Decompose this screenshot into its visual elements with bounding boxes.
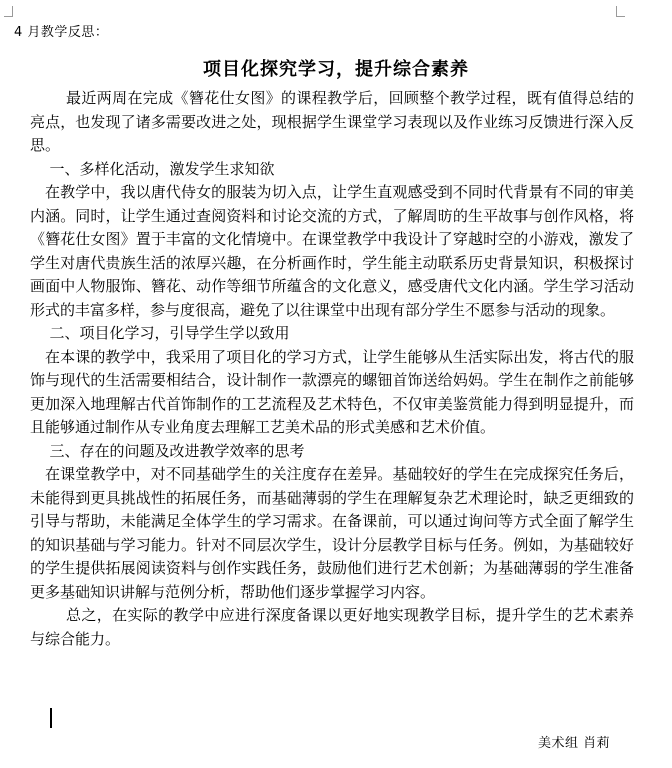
intro-paragraph: 最近两周在完成《簪花仕女图》的课程教学后，回顾整个教学过程，既有值得总结的亮点，也发现了诸多需要改进之处，现根据学生课堂学习表现以及作业练习反馈进行深入反思。 [30, 89, 634, 154]
document-title: 项目化探究学习，提升综合素养 [203, 59, 469, 80]
text-cursor [50, 708, 52, 728]
margin-corner-top-left [4, 6, 13, 17]
conclusion-paragraph: 总之，在实际的教学中应进行深度备课以更好地实现教学目标，提升学生的艺术素养与综合能力。 [30, 606, 634, 648]
section-1-heading: 一、多样化活动，激发学生求知欲 [49, 159, 275, 178]
section-3-body: 在课堂教学中，对不同基础学生的关注度存在差异。基础较好的学生在完成探究任务后，未能得到更具挑战性的拓展任务，而基础薄弱的学生在理解复杂艺术理论时，缺乏更细致的引导与帮助，未能满足全体学生的学习需求。在备课前，可以通过询问等方式全面了解学生的知识基础与学习能力。针对不同层次学生，设计分层教学目标与任务。例如，为基础较好的学生提供拓展阅读资料与创作实践任务，鼓励他们进行艺术创新；为基础薄弱的学生准备更多基础知识讲解与范例分析，帮助他们逐步掌握学习内容。 [30, 465, 634, 601]
margin-corner-top-right [616, 6, 625, 17]
section-2-heading: 二、项目化学习，引导学生学以致用 [49, 324, 290, 342]
section-2-body: 在本课的教学中，我采用了项目化的学习方式，让学生能够从生活实际出发，将古代的服饰与现代的生活需要相结合，设计制作一款漂亮的螺钿首饰送给妈妈。学生在制作之前能够更加深入地理解古代首饰制作的工艺流程及艺术特色，不仅审美鉴赏能力得到明显提升，而且能够通过制作从专业角度去理解工艺美术品的形式美感和艺术价值。 [30, 347, 634, 436]
header-note: 4 月教学反思： [14, 25, 109, 40]
signature: 美术组 肖莉 [538, 736, 611, 751]
section-3-heading: 三、存在的问题及改进教学效率的思考 [49, 441, 305, 460]
document-body[interactable] [30, 87, 634, 651]
section-1-body: 在教学中，我以唐代侍女的服装为切入点，让学生直观感受到不同时代背景有不同的审美内涵。同时，让学生通过查阅资料和讨论交流的方式，了解周昉的生平故事与创作风格，将《簪花仕女图》置于丰富的文化情境中。在课堂教学中我设计了穿越时空的小游戏，激发了学生对唐代贵族生活的浓厚兴趣，在分析画作时，学生能主动联系历史背景知识，积极探讨画面中人物服饰、簪花、动作等细节所蕴含的文化意义，感受唐代文化内涵。学生学习活动形式的丰富多样，参与度很高，避免了以往课堂中出现有部分学生不愿参与活动的现象。 [30, 183, 634, 319]
